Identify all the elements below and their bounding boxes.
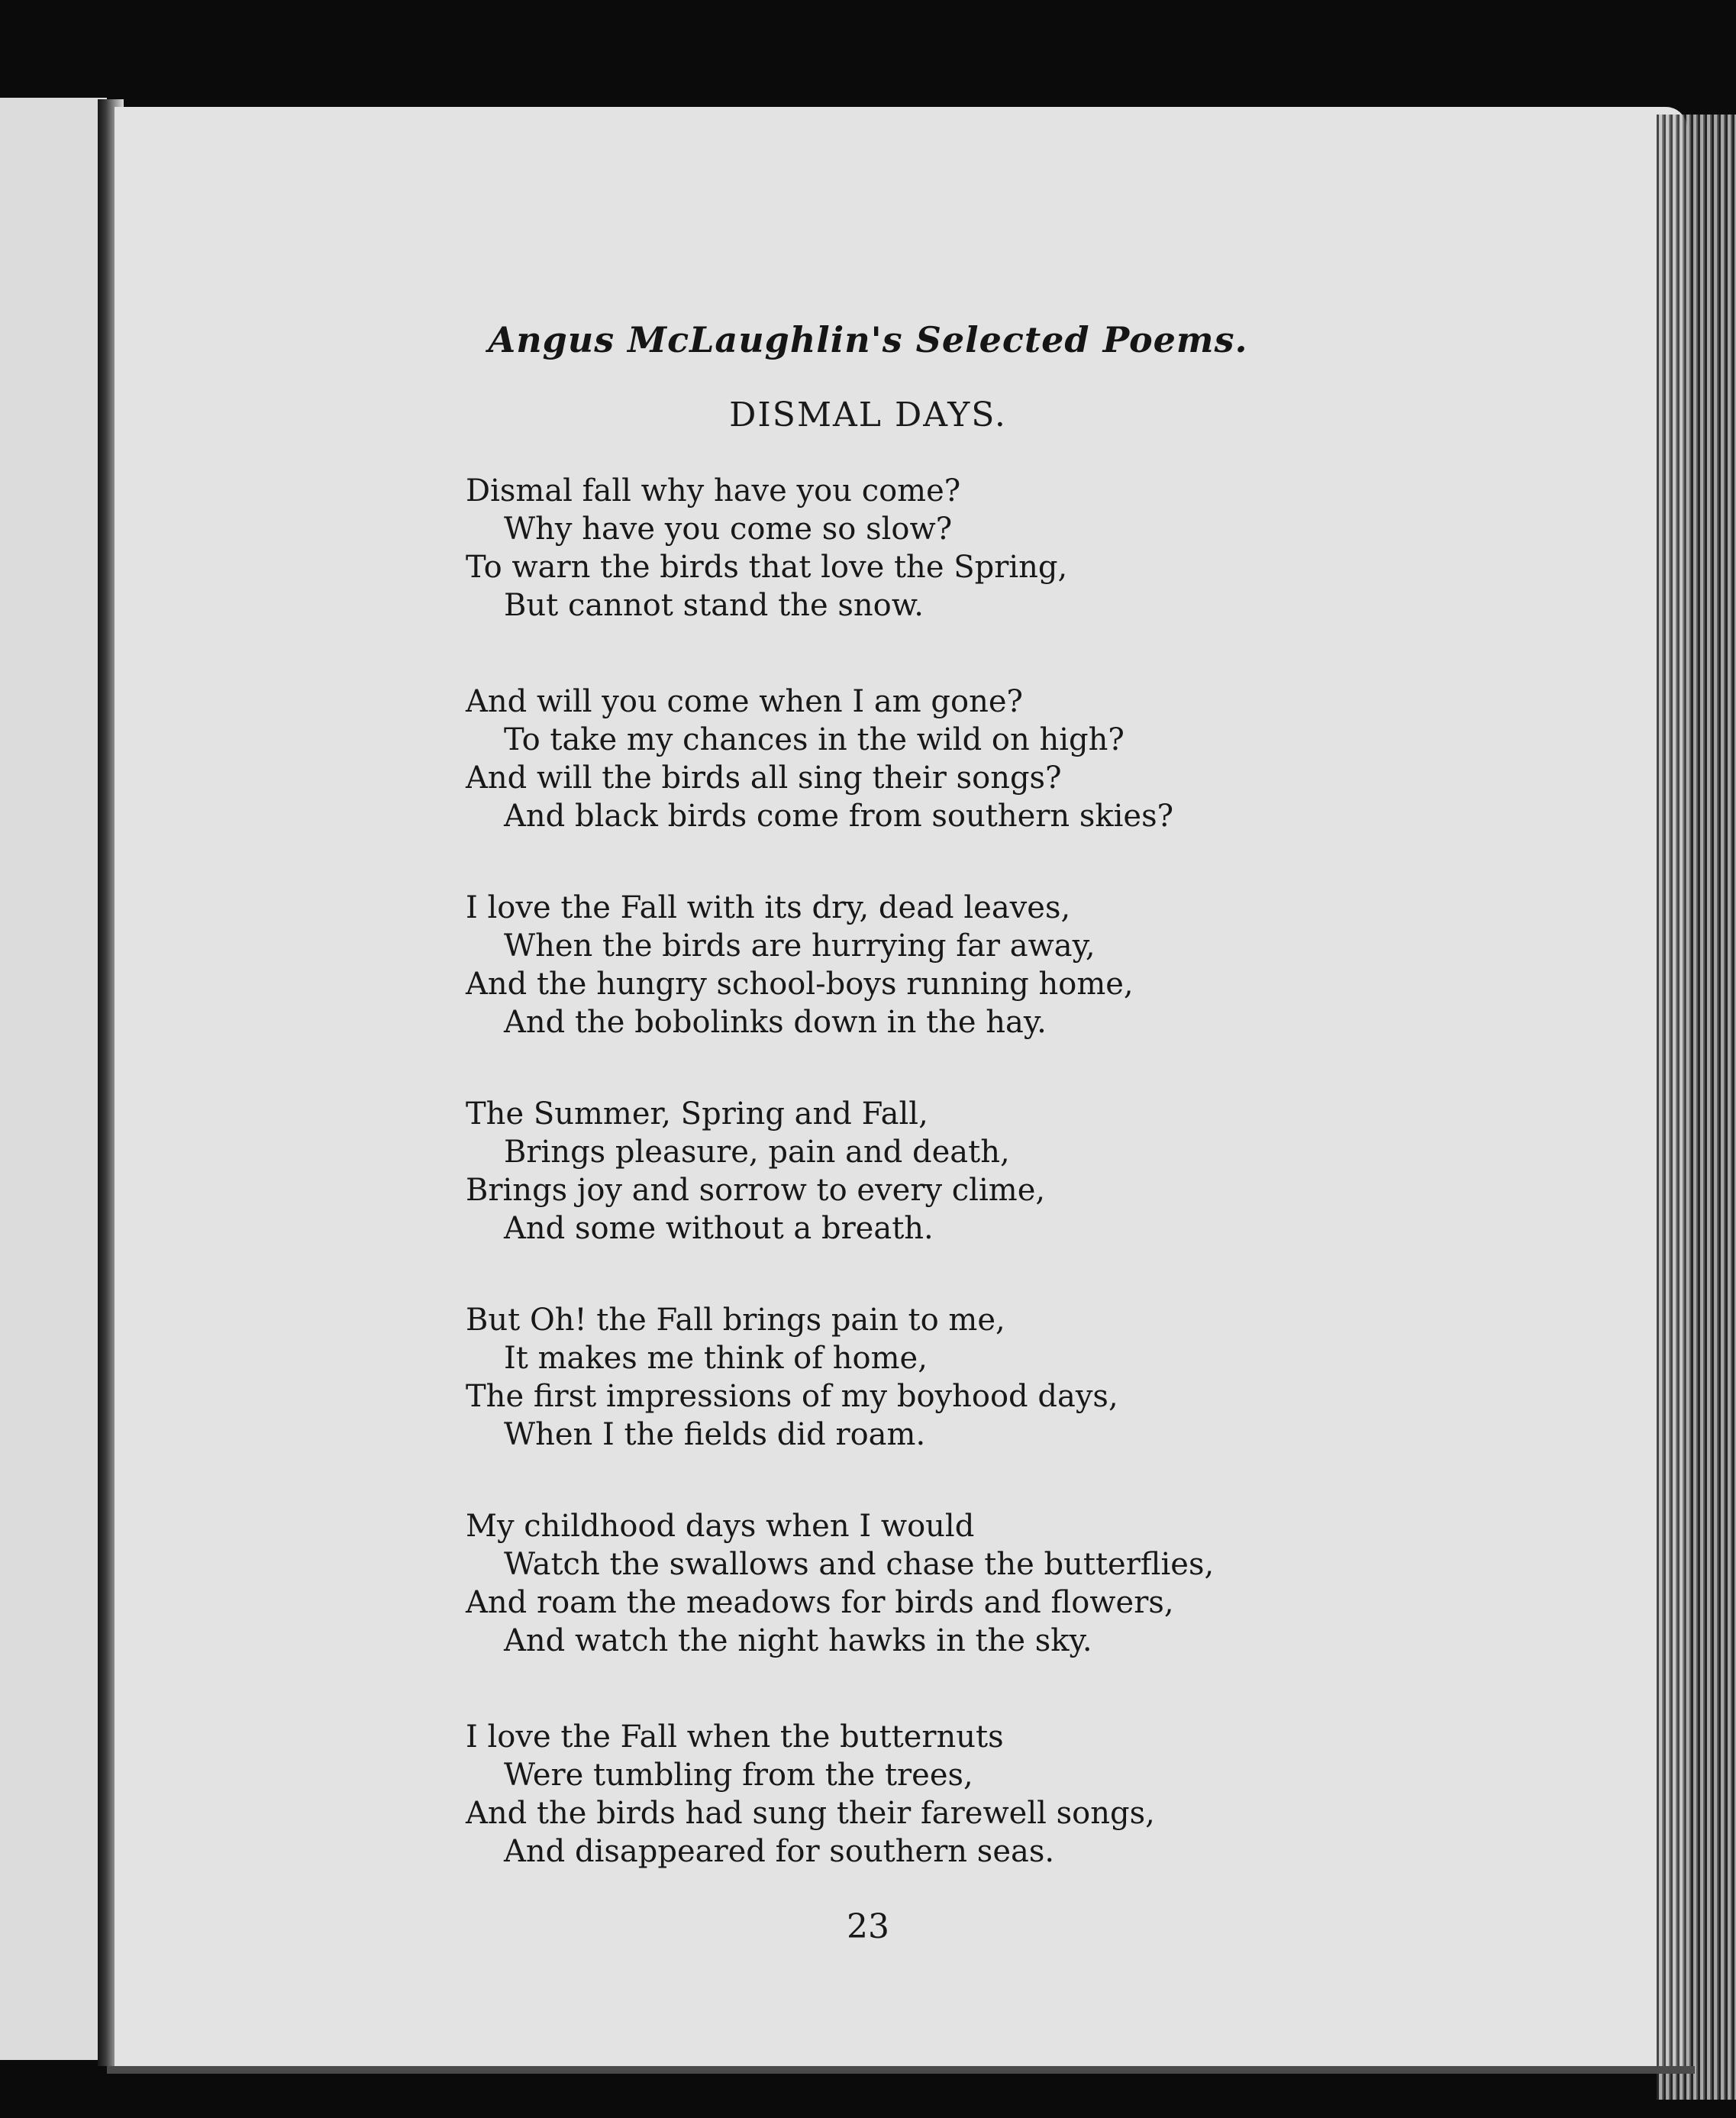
poem-line: I love the Fall with its dry, dead leaves, xyxy=(466,890,1071,925)
poem-line: But Oh! the Fall brings pain to me, xyxy=(466,1303,1005,1338)
poem-line: And black birds come from southern skies? xyxy=(504,799,1174,834)
stanza xyxy=(466,1718,1657,1871)
poem-line: Were tumbling from the trees, xyxy=(504,1758,973,1793)
poem-line: And watch the night hawks in the sky. xyxy=(504,1623,1092,1658)
page-bottom-edge xyxy=(107,2066,1695,2074)
poem-title: DISMAL DAYS. xyxy=(729,396,1007,434)
facing-page-edge xyxy=(0,98,107,2060)
poem-line: And will the birds all sing their songs? xyxy=(466,760,1062,796)
poem-line: To warn the birds that love the Spring, xyxy=(466,550,1068,585)
poem-line: Why have you come so slow? xyxy=(504,512,953,547)
stanza xyxy=(466,889,1657,1041)
stanza xyxy=(466,1301,1657,1454)
poem-line: And will you come when I am gone? xyxy=(466,684,1023,719)
poem-line: And the hungry school-boys running home, xyxy=(466,967,1134,1002)
poem-line: I love the Fall when the butternuts xyxy=(466,1719,1004,1755)
page-number: 23 xyxy=(847,1907,889,1946)
poem-line: Dismal fall why have you come? xyxy=(466,473,961,509)
poem-line: The Summer, Spring and Fall, xyxy=(466,1096,928,1132)
poem-line: To take my chances in the wild on high? xyxy=(504,722,1125,757)
poem-body xyxy=(466,472,1657,1871)
poem-line: Brings joy and sorrow to every clime, xyxy=(466,1173,1046,1208)
running-head: Angus McLaughlin's Selected Poems. xyxy=(488,319,1248,360)
poem-line: When I the fields did roam. xyxy=(504,1417,926,1452)
poem-line: Brings pleasure, pain and death, xyxy=(504,1135,1010,1170)
poem-line: The first impressions of my boyhood days, xyxy=(466,1379,1118,1414)
stanza xyxy=(466,472,1657,625)
poem-line: And the bobolinks down in the hay. xyxy=(504,1005,1047,1040)
stanza xyxy=(466,1095,1657,1248)
poem-line: And disappeared for southern seas. xyxy=(504,1834,1055,1869)
poem-line: My childhood days when I would xyxy=(466,1509,975,1544)
poem-line: And some without a breath. xyxy=(504,1211,934,1246)
poem-line: It makes me think of home, xyxy=(504,1341,928,1376)
poem-line: When the birds are hurrying far away, xyxy=(504,928,1095,964)
stanza xyxy=(466,1507,1657,1660)
stanza xyxy=(466,683,1657,835)
poem-line: But cannot stand the snow. xyxy=(504,588,924,623)
poem-line: And the birds had sung their farewell songs, xyxy=(466,1796,1155,1831)
poem-line: Watch the swallows and chase the butterflies, xyxy=(504,1547,1215,1582)
poem-line: And roam the meadows for birds and flowers, xyxy=(466,1585,1174,1620)
